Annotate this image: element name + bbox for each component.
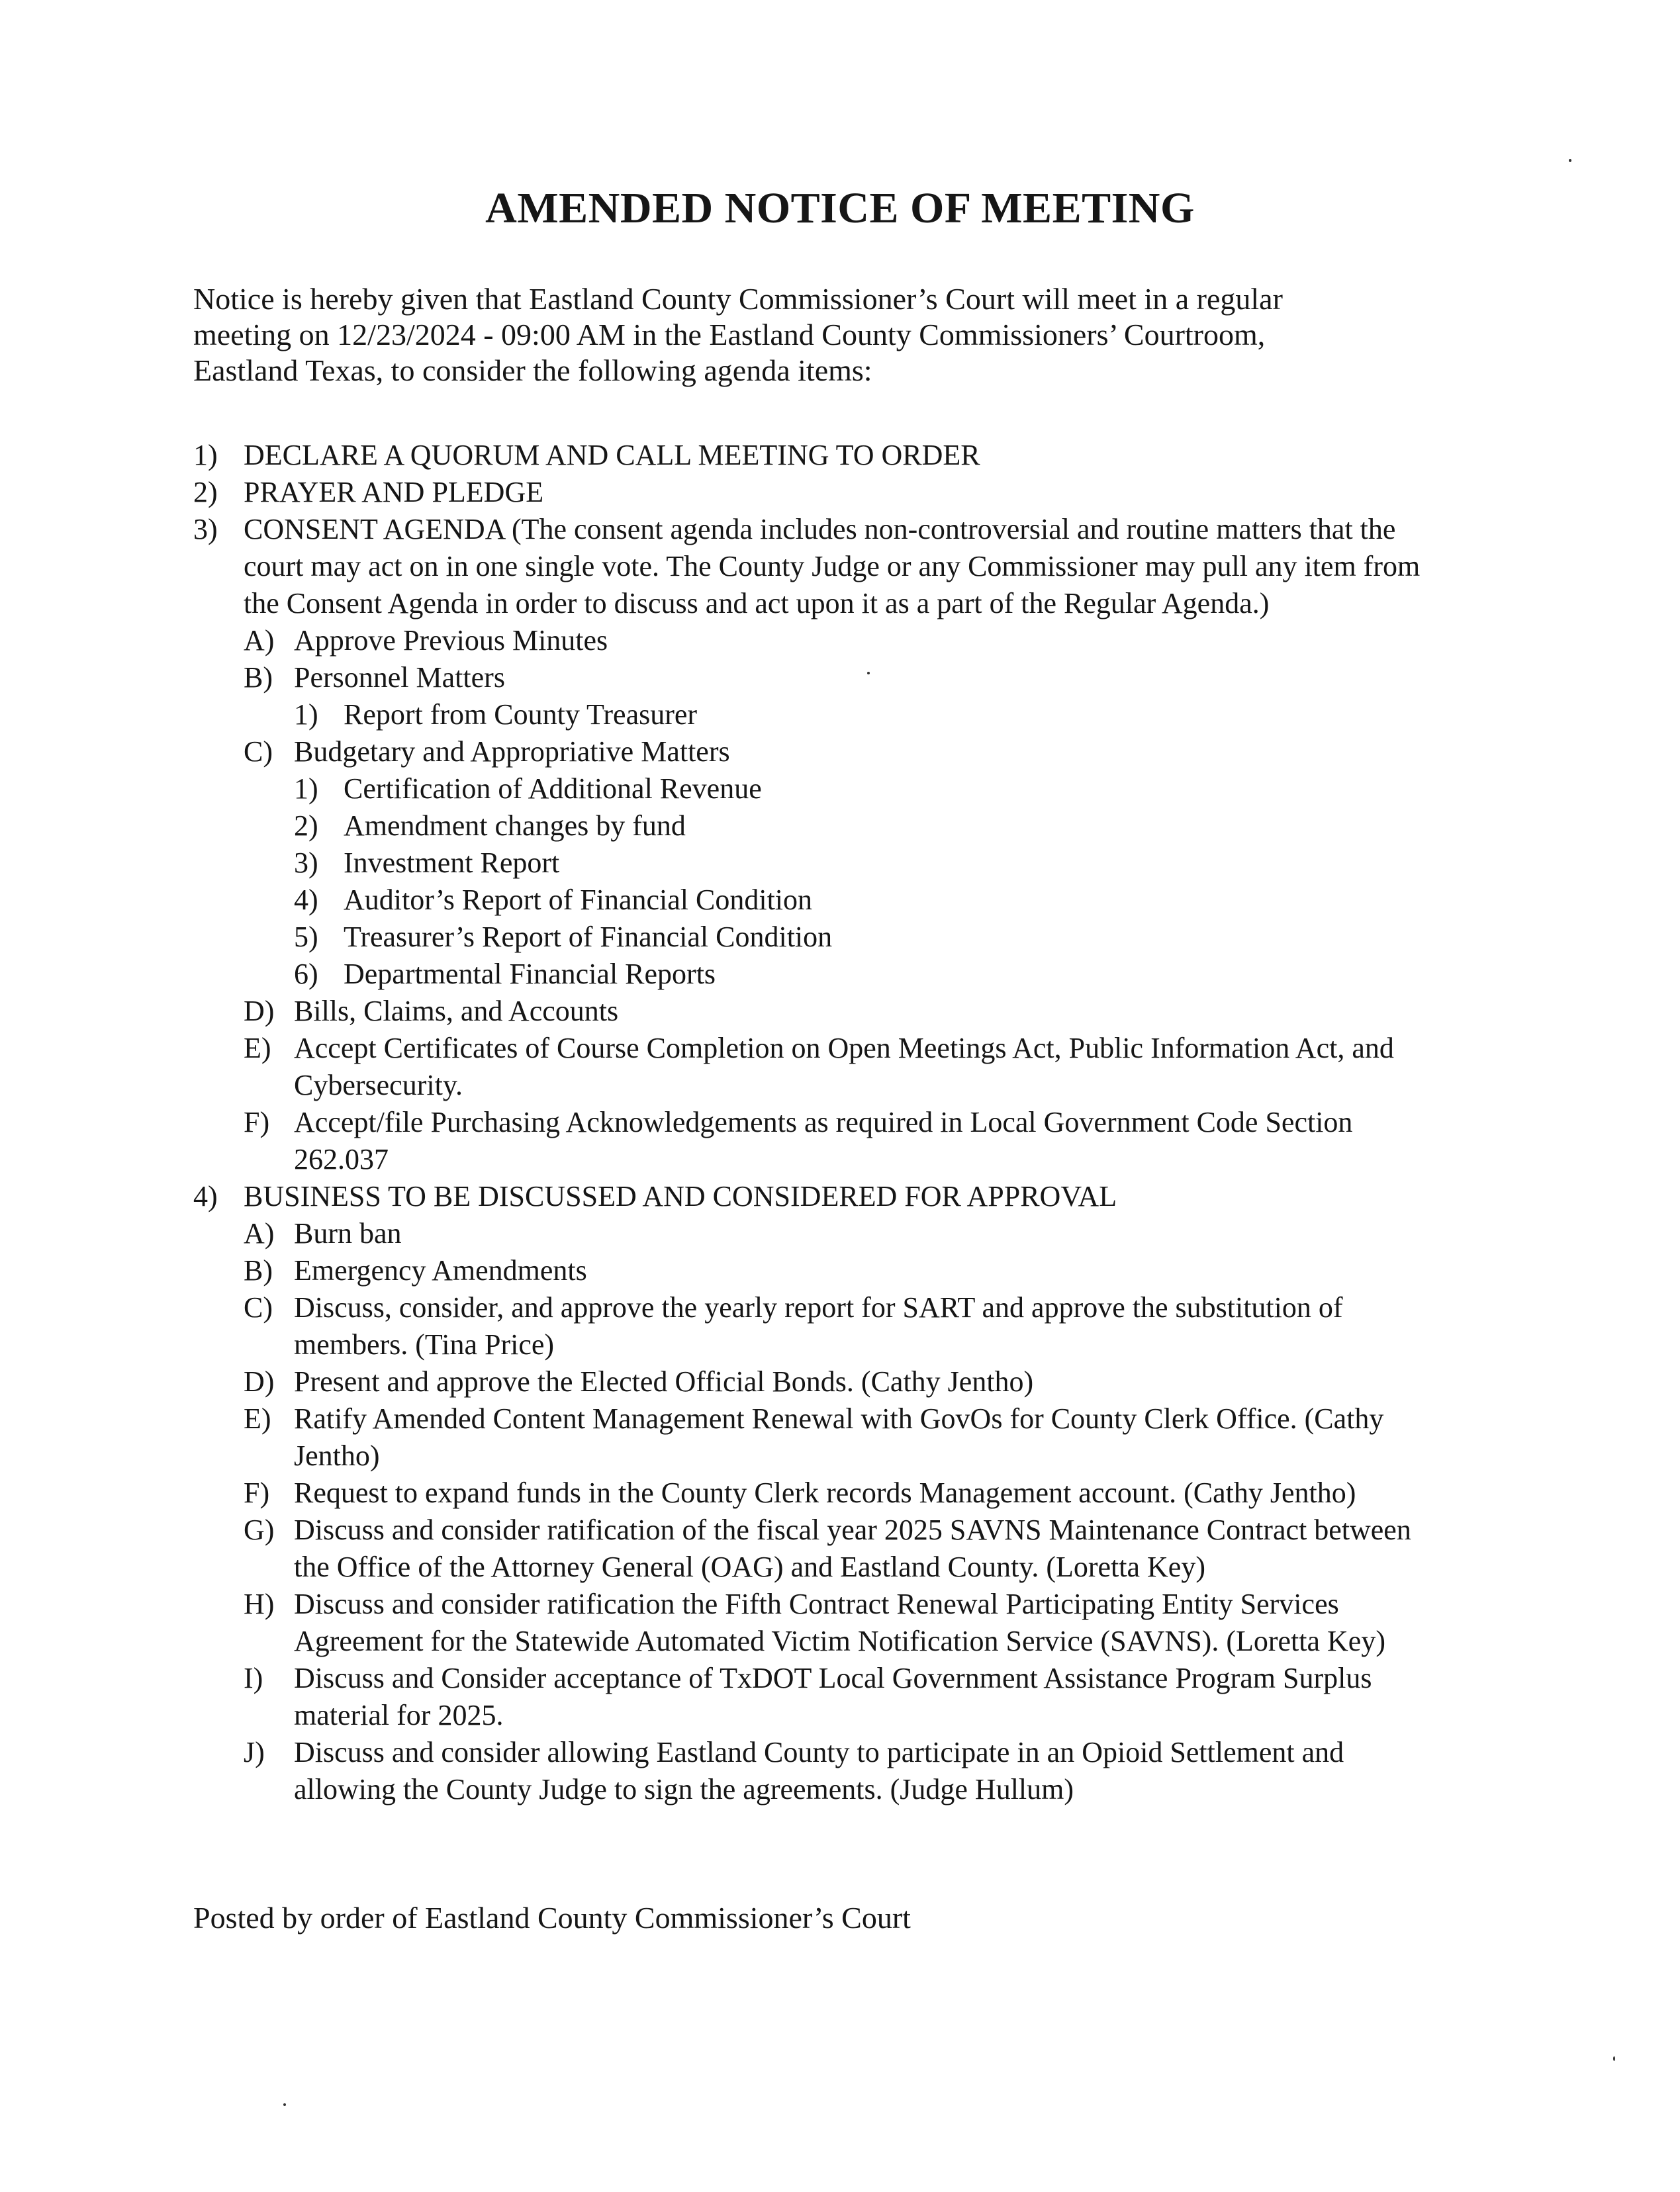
item-text: Burn ban	[294, 1217, 402, 1250]
agenda-item-3	[193, 511, 1517, 622]
agenda-item-4g	[193, 1512, 1517, 1586]
agenda-item-4a	[193, 1215, 1517, 1252]
item-text: Emergency Amendments	[294, 1254, 587, 1287]
item-letter: B)	[244, 661, 273, 694]
agenda-item-4h	[193, 1586, 1517, 1660]
item-letter: E)	[244, 1402, 271, 1435]
item-text: BUSINESS TO BE DISCUSSED AND CONSIDERED FOR APPROVAL	[244, 1180, 1117, 1212]
item-text: Discuss and consider ratification the Fifth Contract Renewal Participating Entity Services	[294, 1588, 1339, 1620]
item-text: CONSENT AGENDA (The consent agenda includes non-controversial and routine matters that the	[244, 513, 1396, 545]
agenda-item-4f	[193, 1475, 1517, 1512]
item-letter: A)	[244, 624, 275, 657]
item-number: 4)	[193, 1180, 218, 1212]
agenda-item-1	[193, 437, 1517, 474]
item-number: 1)	[294, 698, 318, 731]
agenda-item-3f	[193, 1104, 1517, 1178]
agenda-item-3b	[193, 659, 1517, 696]
item-text: Agreement for the Statewide Automated Victim Notification Service (SAVNS). (Loretta Key)	[294, 1625, 1385, 1657]
item-text: Investment Report	[344, 846, 560, 879]
item-text: Accept/file Purchasing Acknowledgements as required in Local Government Code Section	[294, 1106, 1353, 1138]
item-text: members. (Tina Price)	[294, 1328, 555, 1361]
item-text: Accept Certificates of Course Completion on Open Meetings Act, Public Information Act, and	[294, 1032, 1394, 1064]
notice-paragraph	[193, 281, 1451, 388]
agenda-item-4	[193, 1178, 1517, 1215]
item-number: 1)	[294, 772, 318, 805]
scan-speck	[1569, 159, 1571, 162]
agenda-item-2	[193, 474, 1517, 511]
item-number: 3)	[294, 846, 318, 879]
item-text: allowing the County Judge to sign the agreements. (Judge Hullum)	[294, 1773, 1074, 1805]
item-number: 2)	[294, 809, 318, 842]
item-text: Report from County Treasurer	[344, 698, 698, 731]
item-text: Approve Previous Minutes	[294, 624, 608, 657]
item-text: Discuss and Consider acceptance of TxDOT Local Government Assistance Program Surplus	[294, 1662, 1372, 1694]
item-text: material for 2025.	[294, 1699, 504, 1731]
item-letter: I)	[244, 1662, 263, 1694]
item-number: 3)	[193, 513, 218, 545]
item-letter: J)	[244, 1736, 265, 1768]
item-text: Bills, Claims, and Accounts	[294, 995, 619, 1027]
agenda-item-3c-5	[193, 919, 1517, 956]
item-text: DECLARE A QUORUM AND CALL MEETING TO ORDER	[244, 439, 980, 471]
item-text: Certification of Additional Revenue	[344, 772, 762, 805]
item-text: Amendment changes by fund	[344, 809, 686, 842]
item-text: Treasurer’s Report of Financial Condition	[344, 921, 833, 953]
item-letter: E)	[244, 1032, 271, 1064]
item-letter: C)	[244, 1291, 273, 1324]
item-text: the Consent Agenda in order to discuss and act upon it as a part of the Regular Agenda.)	[244, 587, 1270, 619]
agenda-item-3c	[193, 733, 1517, 770]
scan-speck	[867, 672, 870, 674]
item-number: 2)	[193, 476, 218, 508]
agenda-item-4d	[193, 1363, 1517, 1400]
document-title: AMENDED NOTICE OF MEETING	[485, 184, 1195, 232]
agenda-item-3d	[193, 993, 1517, 1030]
agenda-item-3c-3	[193, 845, 1517, 882]
item-letter: B)	[244, 1254, 273, 1287]
item-text: PRAYER AND PLEDGE	[244, 476, 544, 508]
item-number: 1)	[193, 439, 218, 471]
item-text: Jentho)	[294, 1439, 380, 1472]
scan-speck	[1613, 2056, 1615, 2061]
item-text: court may act on in one single vote. The County Judge or any Commissioner may pull any item from	[244, 550, 1421, 582]
item-number: 6)	[294, 958, 318, 990]
item-letter: D)	[244, 1365, 275, 1398]
item-number: 4)	[294, 884, 318, 916]
item-text: Discuss and consider allowing Eastland County to participate in an Opioid Settlement and	[294, 1736, 1344, 1768]
agenda-item-3c-2	[193, 807, 1517, 845]
agenda-item-4j	[193, 1734, 1517, 1808]
item-text: Cybersecurity.	[294, 1069, 463, 1101]
posted-by-line: Posted by order of Eastland County Commissioner’s Court	[193, 1901, 911, 1935]
item-letter: F)	[244, 1477, 270, 1509]
notice-line: Eastland Texas, to consider the following agenda items:	[193, 353, 872, 387]
agenda-item-3a	[193, 622, 1517, 659]
item-letter: C)	[244, 735, 273, 768]
item-letter: G)	[244, 1514, 275, 1546]
agenda-item-3e	[193, 1030, 1517, 1104]
agenda-list	[193, 437, 1517, 1808]
item-letter: D)	[244, 995, 275, 1027]
agenda-item-4b	[193, 1252, 1517, 1289]
agenda-item-3c-1	[193, 770, 1517, 807]
item-text: Departmental Financial Reports	[344, 958, 716, 990]
scan-speck	[283, 2103, 286, 2106]
notice-line: Notice is hereby given that Eastland County Commissioner’s Court will meet in a regular	[193, 282, 1283, 316]
notice-line: meeting on 12/23/2024 - 09:00 AM in the Eastland County Commissioners’ Courtroom,	[193, 318, 1266, 351]
agenda-item-4c	[193, 1289, 1517, 1363]
agenda-item-3c-6	[193, 956, 1517, 993]
item-text: Request to expand funds in the County Clerk records Management account. (Cathy Jentho)	[294, 1477, 1356, 1509]
agenda-item-3c-4	[193, 882, 1517, 919]
item-text: the Office of the Attorney General (OAG) and Eastland County. (Loretta Key)	[294, 1551, 1205, 1583]
item-text: Budgetary and Appropriative Matters	[294, 735, 730, 768]
item-text: Ratify Amended Content Management Renewal with GovOs for County Clerk Office. (Cathy	[294, 1402, 1384, 1435]
item-letter: A)	[244, 1217, 275, 1250]
item-text: 262.037	[294, 1143, 389, 1175]
agenda-item-4e	[193, 1400, 1517, 1475]
item-text: Discuss, consider, and approve the yearly report for SART and approve the substitution of	[294, 1291, 1343, 1324]
agenda-item-4i	[193, 1660, 1517, 1734]
item-text: Auditor’s Report of Financial Condition	[344, 884, 813, 916]
item-text: Present and approve the Elected Official Bonds. (Cathy Jentho)	[294, 1365, 1034, 1398]
item-number: 5)	[294, 921, 318, 953]
agenda-item-3b-1	[193, 696, 1517, 733]
item-letter: H)	[244, 1588, 275, 1620]
item-text: Personnel Matters	[294, 661, 505, 694]
item-letter: F)	[244, 1106, 270, 1138]
item-text: Discuss and consider ratification of the fiscal year 2025 SAVNS Maintenance Contract between	[294, 1514, 1411, 1546]
